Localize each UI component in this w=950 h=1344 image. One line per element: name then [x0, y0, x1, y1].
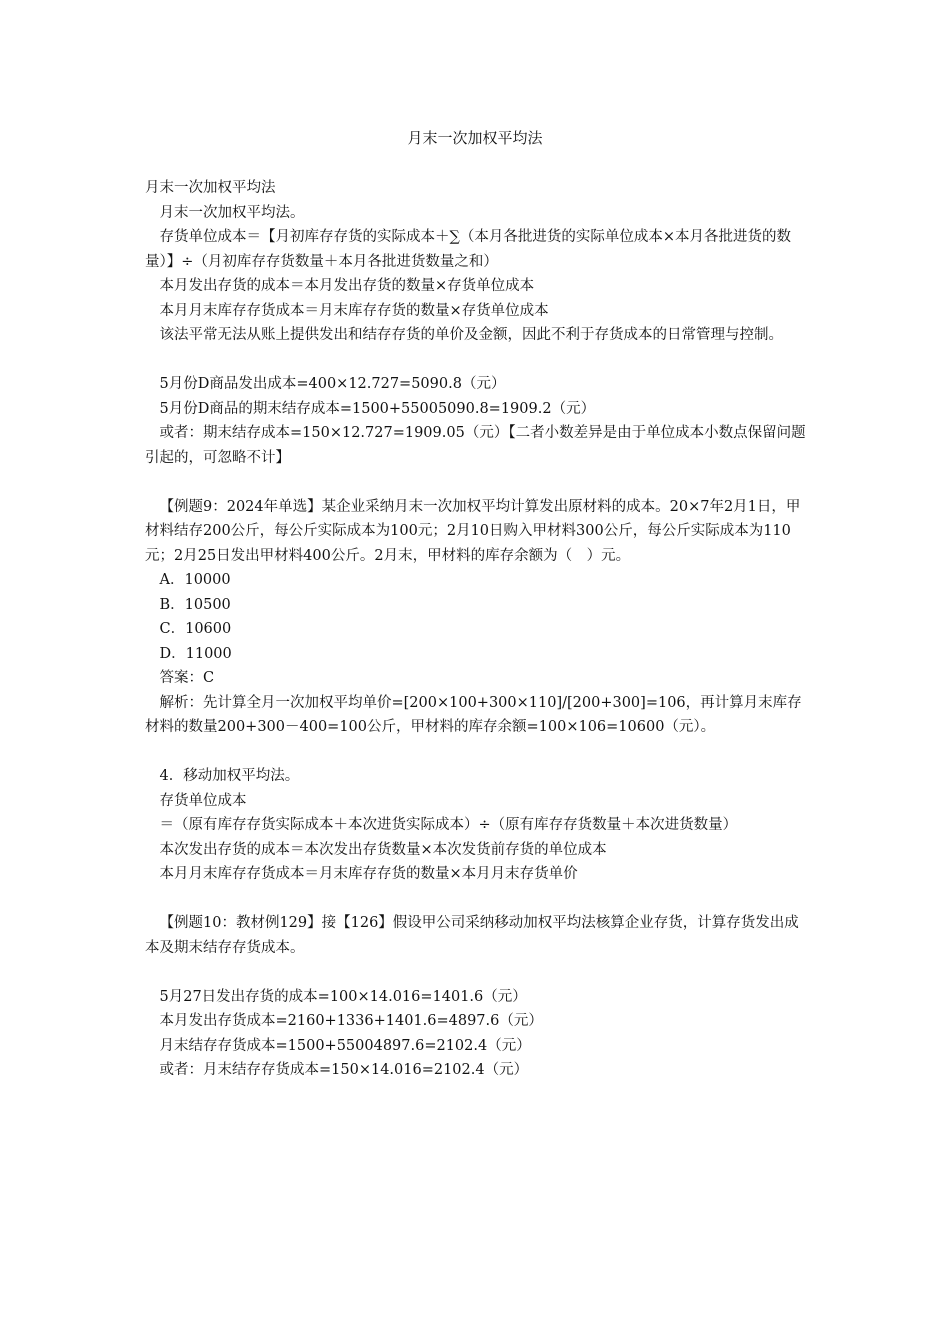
formula-unit-cost: 存货单位成本＝【月初库存存货的实际成本＋∑（本月各批进货的实际单位成本×本月各批进货的数量）】÷（月初库存存货数量＋本月各批进货数量之和） — [145, 229, 791, 270]
option-a: A．10000 — [159, 572, 231, 588]
formula-line: ＝（原有库存存货实际成本＋本次进货实际成本）÷（原有库存存货数量＋本次进货数量） — [159, 817, 738, 833]
example-answer: 答案：C — [159, 670, 215, 686]
calc-line: 或者：期末结存成本=150×12.727=1909.05（元）【二者小数差异是由于单位成本小数点保留问题引起的，可忽略不计】 — [145, 425, 806, 466]
example-question: 【例题9：2024年单选】某企业采纳月末一次加权平均计算发出原材料的成本。20×7年2月1日，甲材料结存200公斤，每公斤实际成本为100元；2月10日购入甲材料300公斤，每公斤实际成本为110元；2月25日发出甲材料400公斤。2月末，甲材料的库存余额为（ ）元。 — [145, 498, 801, 564]
option-b: B．10500 — [159, 596, 231, 613]
paragraph-gap — [145, 740, 810, 765]
option-d: D．11000 — [159, 645, 232, 662]
paragraph-gap — [145, 470, 810, 495]
paragraph-gap — [145, 960, 810, 985]
formula-issued-cost: 本月发出存货的成本＝本月发出存货的数量×存货单位成本 — [159, 278, 535, 294]
option-c: C．10600 — [159, 621, 232, 637]
formula-line: 本月月末库存存货成本＝月末库存存货的数量×本月月末存货单价 — [159, 866, 578, 882]
calc-line: 5月份D商品的期末结存成本=1500+55005090.8=1909.2（元） — [159, 400, 596, 417]
document-title: 月末一次加权平均法 — [407, 129, 543, 147]
calc-line: 5月份D商品发出成本=400×12.727=5090.8（元） — [159, 376, 506, 392]
formula-ending-cost: 本月月末库存存货成本＝月末库存存货的数量×存货单位成本 — [159, 302, 549, 319]
calc-line: 5月27日发出存货的成本=100×14.016=1401.6（元） — [159, 988, 527, 1005]
section-heading: 月末一次加权平均法 — [145, 180, 276, 196]
section-heading: 4．移动加权平均法。 — [159, 768, 300, 784]
calc-line: 本月发出存货成本=2160+1336+1401.6=4897.6（元） — [159, 1013, 543, 1029]
section-subheading: 月末一次加权平均法。 — [159, 204, 305, 221]
example-question: 【例题10：教材例129】接【126】假设甲公司采纳移动加权平均法核算企业存货，计算存货发出成本及期末结存存货成本。 — [145, 915, 799, 956]
formula-line: 存货单位成本 — [159, 792, 247, 809]
calc-line: 月末结存存货成本=1500+55004897.6=2102.4（元） — [159, 1037, 531, 1054]
example-analysis: 解析：先计算全月一次加权平均单价=[200×100+300×110]/[200+300]=106，再计算月末库存材料的数量200+300－400=100公斤，甲材料的库存余额=100×106=10600（元）。 — [145, 694, 802, 735]
paragraph-gap — [145, 887, 810, 912]
paragraph-gap — [145, 348, 810, 373]
calc-line: 或者：月末结存存货成本=150×14.016=2102.4（元） — [159, 1062, 529, 1078]
method-note: 该法平常无法从账上提供发出和结存存货的单价及金额，因此不利于存货成本的日常管理与控制。 — [159, 327, 783, 343]
formula-line: 本次发出存货的成本＝本次发出存货数量×本次发货前存货的单位成本 — [159, 841, 607, 858]
document-body — [145, 176, 810, 1083]
